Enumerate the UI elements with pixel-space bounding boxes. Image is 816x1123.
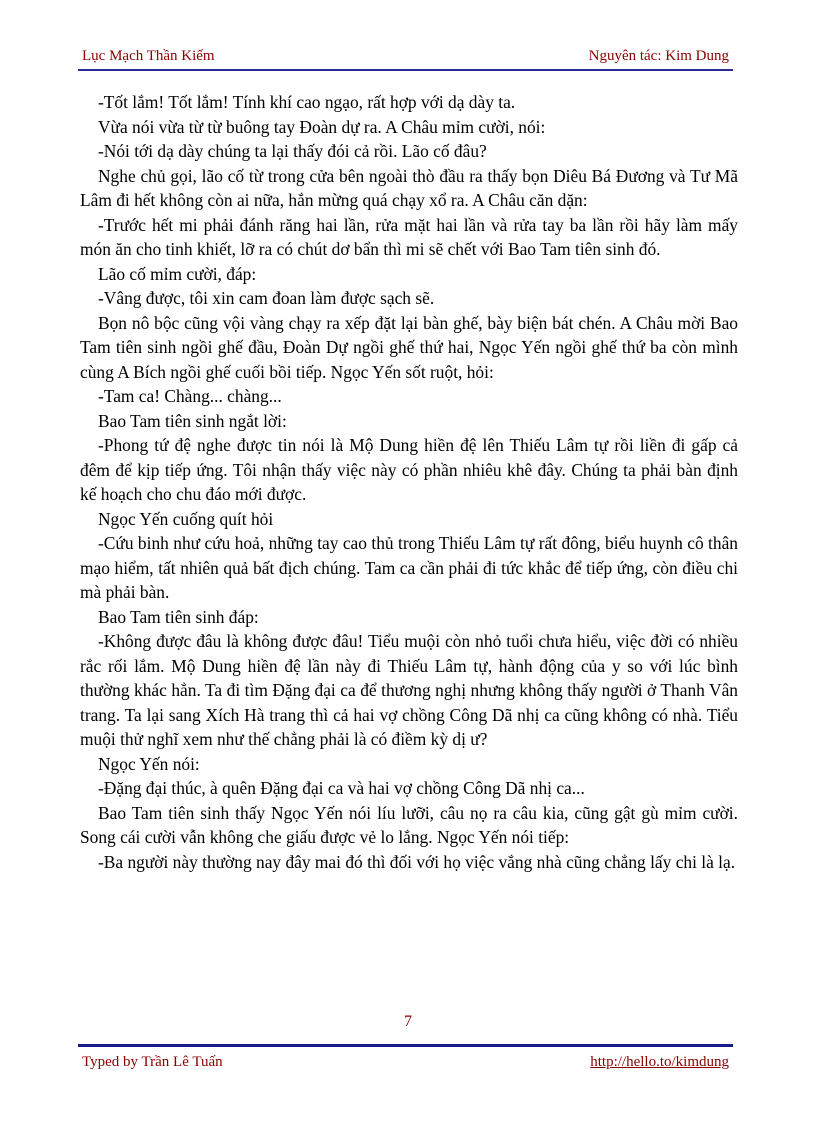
- paragraph: Bao Tam tiên sinh thấy Ngọc Yến nói líu lưỡi, câu nọ ra câu kia, cũng gật gù mỉm cười. Song cái cười vẫn không che giấu được vẻ lo lắng. Ngọc Yến nói tiếp:: [80, 802, 738, 847]
- book-author: Nguyên tác: Kim Dung: [588, 48, 729, 64]
- paragraph: -Ba người này thường nay đây mai đó thì đối với họ việc vắng nhà cũng chẳng lấy chi là lạ.: [98, 851, 736, 872]
- paragraph: Nghe chủ gọi, lão cố từ trong cửa bên ngoài thò đầu ra thấy bọn Diêu Bá Đương và Tư Mã Lâm đi hết không còn ai nữa, hắn mừng quá chạy xổ ra. A Châu căn dặn:: [80, 165, 738, 210]
- paragraph: -Cứu binh như cứu hoả, những tay cao thủ trong Thiếu Lâm tự rất đông, biểu huynh cô thân mạo hiểm, tất nhiên quả bất địch chúng. Tam ca cần phải đi tức khắc để tiếp ứng, còn điều chi mà phải bàn.: [80, 533, 738, 602]
- source-link[interactable]: http://hello.to/kimdung: [590, 1054, 729, 1070]
- paragraph: Bọn nô bộc cũng vội vàng chạy ra xếp đặt lại bàn ghế, bày biện bát chén. A Châu mời Bao Tam tiên sinh ngồi ghế đầu, Đoàn Dự ngồi ghế thứ hai, Ngọc Yến ngồi ghế thứ ba còn mình cùng A Bích ngồi ghế cuối bồi tiếp. Ngọc Yến sốt ruột, hỏi:: [80, 312, 738, 382]
- paragraph: Bao Tam tiên sinh đáp:: [98, 606, 259, 627]
- paragraph: -Vâng được, tôi xin cam đoan làm được sạch sẽ.: [98, 288, 435, 308]
- paragraph: Bao Tam tiên sinh ngắt lời:: [98, 410, 287, 431]
- paragraph: Lão cố mỉm cười, đáp:: [98, 263, 257, 284]
- footer-divider: [78, 1044, 733, 1047]
- header-divider: [78, 69, 733, 71]
- page-header: [78, 48, 733, 70]
- paragraph: Ngọc Yến nói:: [98, 753, 200, 774]
- page-footer: [78, 1054, 733, 1076]
- typist-credit: Typed by Trần Lê Tuấn: [82, 1054, 223, 1070]
- paragraph: -Nói tới dạ dày chúng ta lại thấy đói cả rồi. Lão cố đâu?: [98, 141, 487, 161]
- paragraph: -Phong tứ đệ nghe được tin nói là Mộ Dung hiền đệ lên Thiếu Lâm tự rồi liền đi gấp cả đêm để kịp tiếp ứng. Tôi nhận thấy việc này có phần nhiêu khê đây. Chúng ta phải bàn định kế hoạch cho chu đáo mới được.: [80, 435, 738, 504]
- paragraph: Ngọc Yến cuống quít hỏi: [98, 508, 274, 529]
- paragraph: Vừa nói vừa từ từ buông tay Đoàn dự ra. A Châu mỉm cười, nói:: [98, 116, 546, 137]
- paragraph: -Tam ca! Chàng... chàng...: [98, 386, 282, 406]
- paragraph: -Đặng đại thúc, à quên Đặng đại ca và hai vợ chồng Công Dã nhị ca...: [98, 778, 585, 798]
- paragraph: -Trước hết mi phải đánh răng hai lần, rửa mặt hai lần và rửa tay ba lần rồi hãy làm mấy món ăn cho tinh khiết, lỡ ra có chút dơ bẩn thì mi sẽ chết với Bao Tam tiên sinh đó.: [80, 214, 738, 259]
- paragraph: -Không được đâu là không được đâu! Tiểu muội còn nhỏ tuổi chưa hiểu, việc đời có nhiều rắc rối lắm. Mộ Dung hiền đệ lần này đi Thiếu Lâm tự, hành động của y so với lúc bình thường khác hẳn. Ta đi tìm Đặng đại ca để thương nghị nhưng không thấy người ở Thanh Vân trang. Ta lại sang Xích Hà trang thì cả hai vợ chồng Công Dã nhị ca cũng không có nhà. Tiểu muội thử nghĩ xem như thế chẳng phải là có điềm kỳ dị ư?: [80, 631, 738, 749]
- book-title: Lục Mạch Thần Kiếm: [82, 48, 215, 64]
- paragraph: -Tốt lắm! Tốt lắm! Tính khí cao ngạo, rất hợp với dạ dày ta.: [98, 92, 516, 112]
- page-number: 7: [404, 1013, 412, 1030]
- body-text: [80, 90, 738, 874]
